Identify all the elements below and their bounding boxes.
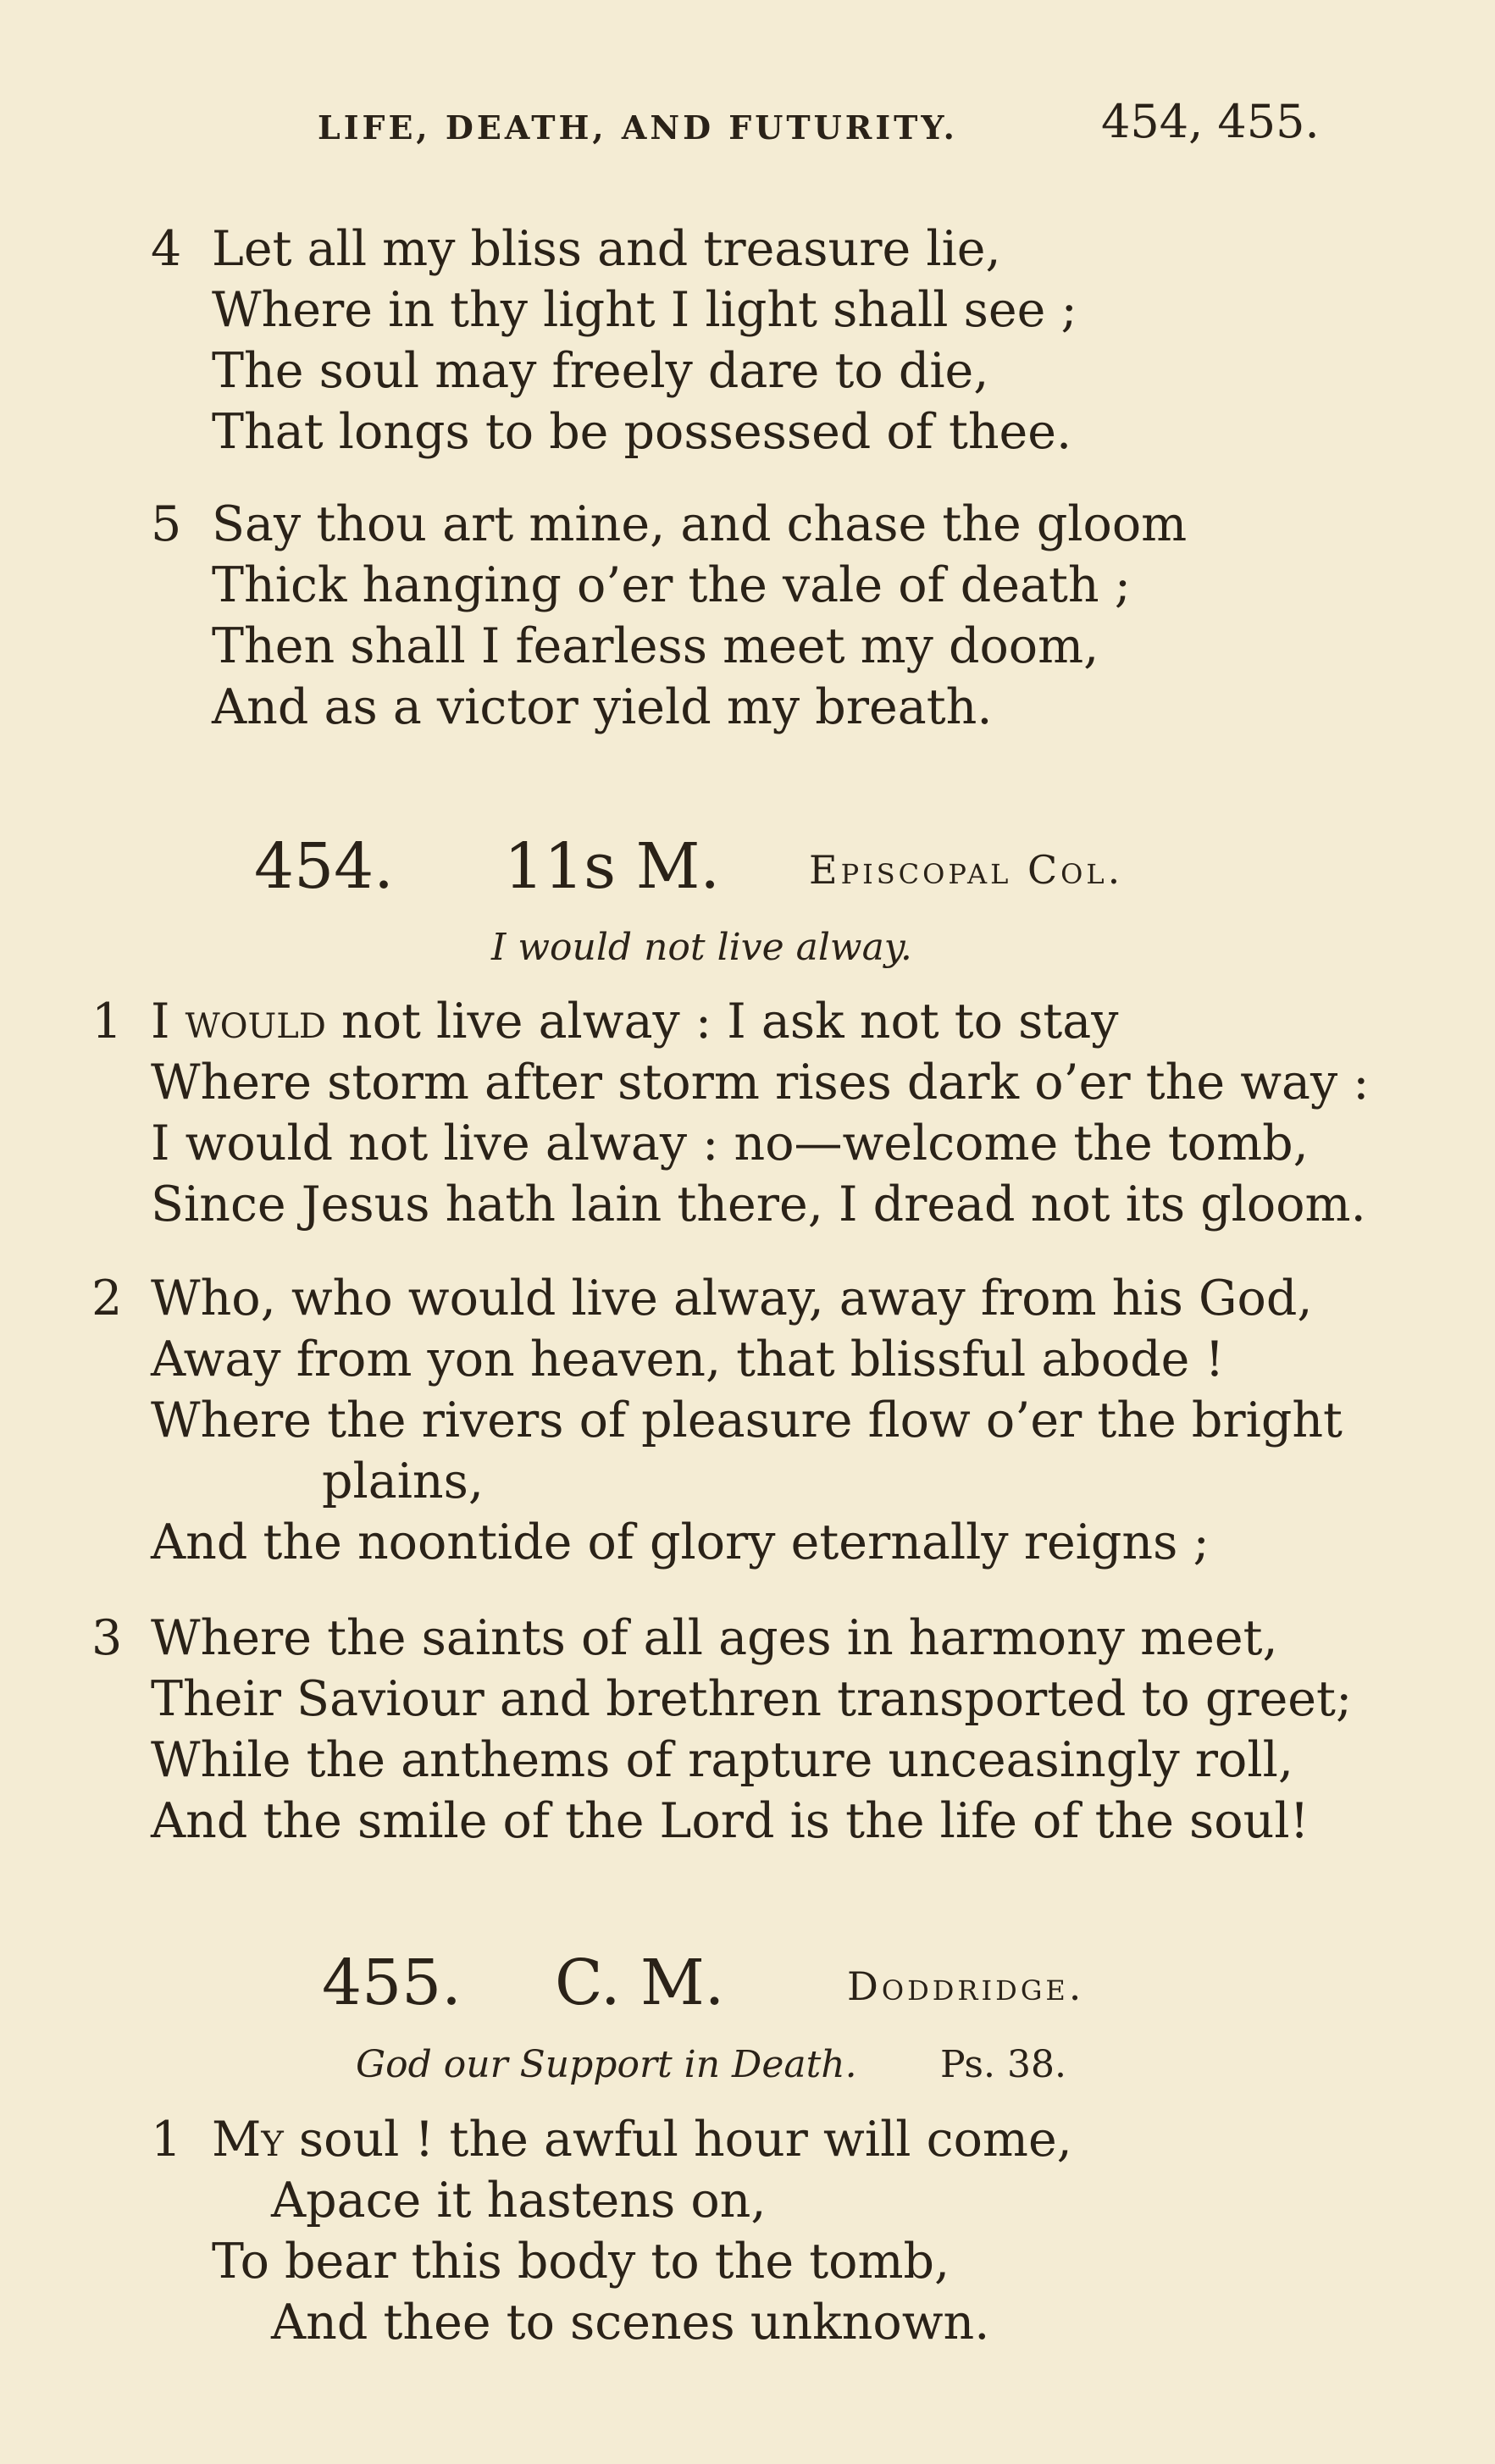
verse-line: And the noontide of glory eternally reigns ; [151,1514,1210,1570]
verse-line: Thick hanging o’er the vale of death ; [212,557,1131,613]
verse-line: Who, who would live alway, away from his God, [151,1271,1313,1326]
verse-line: The soul may freely dare to die, [212,343,989,399]
stanza-number: 1 [91,994,123,1049]
psalm-reference: Ps. 38. [940,2043,1066,2086]
verse-line: Where the rivers of pleasure flow o’er the bright [151,1393,1343,1448]
hymn-subtitle: God our Support in Death. [356,2043,857,2086]
first-word: My [212,2112,284,2168]
verse-line: And the smile of the Lord is the life of the soul! [151,1793,1310,1849]
verse-line: To bear this body to the tomb, [212,2234,950,2290]
hymn-meter: 11s M. [504,830,720,903]
verse-line: Away from yon heaven, that blissful abode ! [151,1332,1225,1387]
stanza-number: 1 [151,2112,182,2168]
verse-line: That longs to be possessed of thee. [212,404,1072,460]
verse-line: And as a victor yield my breath. [212,679,993,735]
stanza-number: 4 [151,221,182,277]
verse-line: Since Jesus hath lain there, I dread not its gloom. [151,1177,1366,1232]
verse-line-continuation: plains, [322,1453,484,1509]
hymn-subtitle: I would not live alway. [491,926,912,969]
verse-line: While the anthems of rapture unceasingly roll, [151,1732,1293,1788]
page-numbers: 454, 455. [1101,95,1320,148]
stanza-number: 2 [91,1271,123,1326]
hymn-meter: C. M. [555,1946,725,2019]
verse-line: Where in thy light I light shall see ; [212,282,1077,338]
verse-line: Then shall I fearless meet my doom, [212,618,1099,674]
verse-line: Say thou art mine, and chase the gloom [212,496,1188,552]
hymn-number: 454. [254,830,394,903]
verse-line: Where the saints of all ages in harmony meet, [151,1610,1278,1666]
verse-line: Where storm after storm rises dark o’er the way : [151,1055,1370,1110]
stanza-number: 5 [151,496,182,552]
hymn-number: 455. [322,1946,462,2019]
stanza-number: 3 [91,1610,123,1666]
hymn-author: Doddridge. [847,1963,1085,2009]
verse-line: My soul ! the awful hour will come, [212,2112,1072,2168]
verse-line: Let all my bliss and treasure lie, [212,221,1001,277]
verse-line: I would not live alway : no—welcome the tomb, [151,1116,1309,1171]
first-word: I would [151,994,326,1049]
verse-line: And thee to scenes unknown. [271,2295,990,2350]
running-head: LIFE, DEATH, AND FUTURITY. [318,108,958,147]
verse-line: Their Saviour and brethren transported to greet; [151,1671,1353,1727]
hymn-author: Episcopal Col. [809,847,1124,893]
verse-line: Apace it hastens on, [271,2173,767,2229]
verse-line: I would not live alway : I ask not to stay [151,994,1119,1049]
